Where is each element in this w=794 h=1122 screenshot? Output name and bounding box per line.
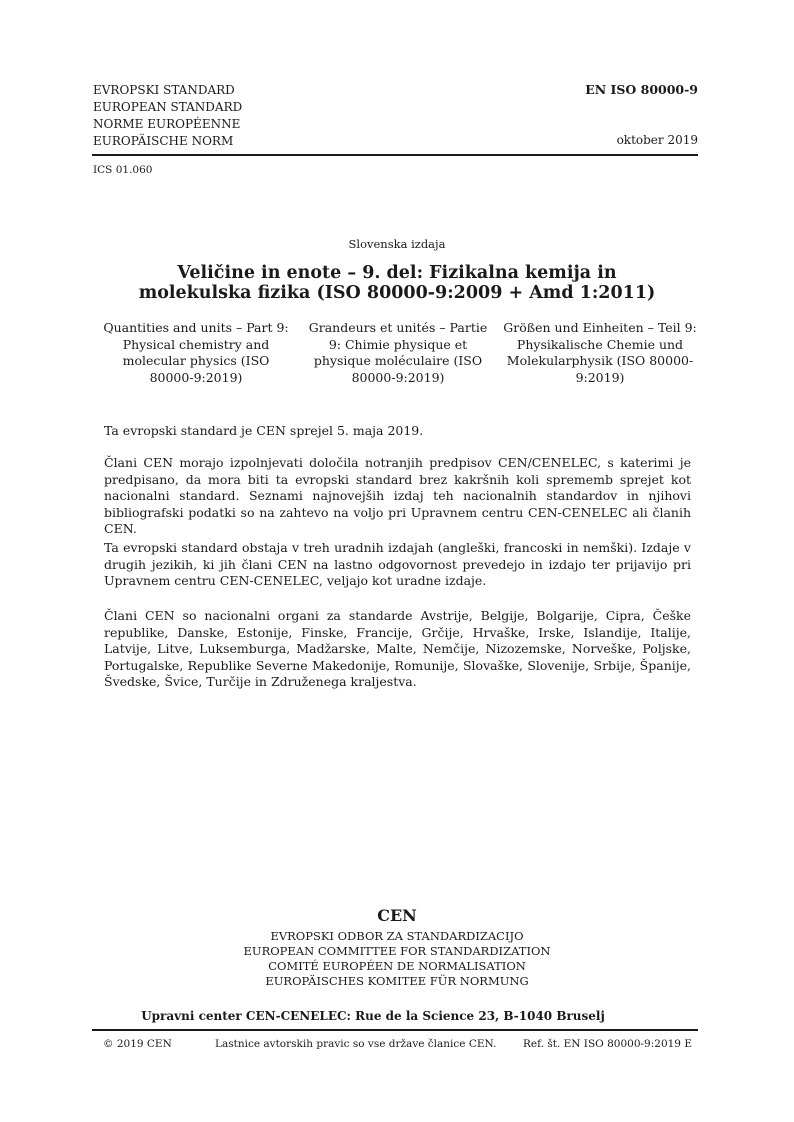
publication-date: oktober 2019 [616, 133, 698, 147]
management-centre-address: Upravni center CEN-CENELEC: Rue de la Science 23, B-1040 Bruselj [141, 1009, 605, 1023]
reference-number: Ref. št. EN ISO 80000-9:2019 E [523, 1038, 692, 1050]
title-french: Grandeurs et unités – Partie 9: Chimie physique et physique moléculaire (ISO 80000-9:2019) [308, 320, 488, 385]
cen-name-en: EUROPEAN COMMITTEE FOR STANDARDIZATION [243, 944, 551, 958]
standard-type-de: EUROPÄISCHE NORM [93, 134, 234, 148]
standard-number: EN ISO 80000-9 [585, 82, 698, 97]
standard-type-fr: NORME EUROPÉENNE [93, 117, 241, 131]
paragraph-approval: Ta evropski standard je CEN sprejel 5. maja 2019. [104, 423, 424, 438]
cen-name-fr: COMITÉ EUROPÉEN DE NORMALISATION [268, 959, 526, 973]
standard-type-sl: EVROPSKI STANDARD [93, 83, 235, 97]
standard-type-en: EUROPEAN STANDARD [93, 100, 243, 114]
cen-name-de: EUROPÄISCHES KOMITEE FÜR NORMUNG [265, 974, 529, 988]
cen-acronym: CEN [377, 906, 417, 925]
rights-notice: Lastnice avtorskih pravic so vse države članice CEN. [215, 1038, 497, 1050]
edition-label: Slovenska izdaja [348, 237, 446, 251]
standard-type-names [93, 82, 242, 150]
paragraph-members: Člani CEN so nacionalni organi za standarde Avstrije, Belgije, Bolgarije, Cipra, Češke republike, Danske, Estonije, Finske, Francije, Grčije, Hrvaške, Irske, Islandije, Italije, Latvije, Litve, Luksemburga, Madžarske, Malte, Nemčije, Nizozemske, Norveške, Poljske, Portugalske, Republike Severne Makedonije, Romunije, Slovaške, Slovenije, Srbije, Španije, Švedske, Švice, Turčije in Združenega kraljestva. [104, 608, 691, 689]
title-german: Größen und Einheiten – Teil 9: Physikalische Chemie und Molekularphysik (ISO 80000-9:2019) [503, 320, 697, 385]
header-divider [92, 154, 698, 156]
paragraph-versions: Ta evropski standard obstaja v treh uradnih izdajah (angleški, francoski in nemški). Izdaje v drugih jezikih, ki jih člani CEN na lastno odgovornost prevedejo in izdajo ter prijavijo pri Upravnem centru CEN-CENELEC, veljajo kot uradne izdaje. [104, 540, 691, 588]
paragraph-obligations: Člani CEN morajo izpolnjevati določila notranjih predpisov CEN/CENELEC, s katerimi je predpisano, da mora biti ta evropski standard brez kakršnih koli sprememb sprejet kot nacionalni standard. Seznami najnovejših izdaj teh nacionalnih standardov in njihovi bibliografski podatki so na zahtevo na voljo pri Upravnem centru CEN-CENELEC ali članih CEN. [104, 455, 691, 536]
cen-full-names [0, 929, 794, 989]
cen-name-sl: EVROPSKI ODBOR ZA STANDARDIZACIJO [270, 929, 524, 943]
document-title: Veličine in enote – 9. del: Fizikalna kemija in molekulska fizika (ISO 80000-9:2009 + Amd 1:2011) [138, 263, 656, 303]
title-english: Quantities and units – Part 9: Physical chemistry and molecular physics (ISO 80000-9:2019) [103, 320, 289, 385]
footer-divider [92, 1029, 698, 1031]
copyright-notice: © 2019 CEN [103, 1038, 172, 1050]
ics-code: ICS 01.060 [93, 164, 153, 176]
